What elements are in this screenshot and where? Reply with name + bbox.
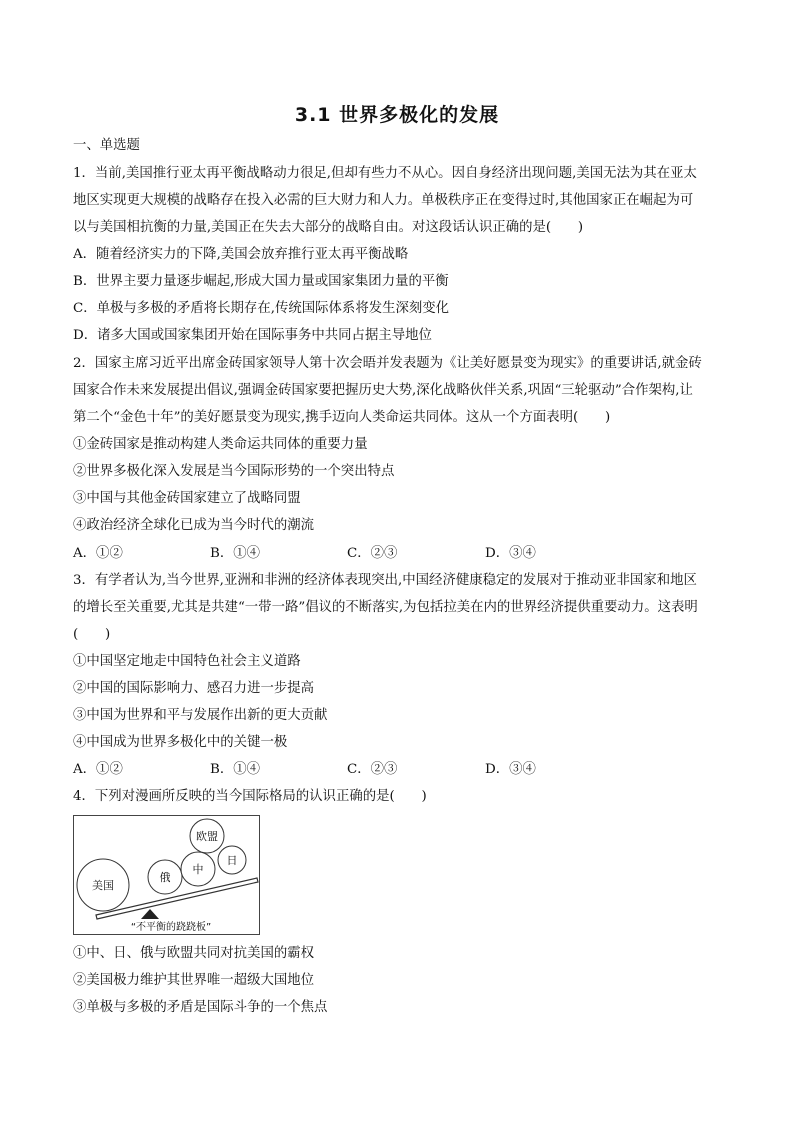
q2-statement-3: ③中国与其他金砖国家建立了战略同盟 [73,491,301,506]
eu-label: 欧盟 [196,830,218,843]
q2-choice-c: C．②③ [347,546,398,561]
q4-stem-line-1: 4．下列对漫画所反映的当今国际格局的认识正确的是( ) [73,789,427,804]
q2-stem-line-3: 第二个“金色十年”的美好愿景变为现实,携手迈向人类命运共同体。这从一个方面表明( ) [73,410,611,425]
q4-statement-3: ③单极与多极的矛盾是国际斗争的一个焦点 [73,1000,328,1015]
q2-choice-b: B．①④ [210,546,261,561]
q3-stem-line-2: 的增长至关重要,尤其是共建“一带一路”倡议的不断落实,为包括拉美在内的世界经济提供重要动力。这表明 [73,600,698,615]
q1-option-d: D．诸多大国或国家集团开始在国际事务中共同占据主导地位 [73,328,432,343]
russia-label: 俄 [159,871,171,884]
q1-option-c: C．单极与多极的矛盾将长期存在,传统国际体系将发生深刻变化 [73,301,450,316]
q2-stem-line-1: 2．国家主席习近平出席金砖国家领导人第十次会晤并发表题为《让美好愿景变为现实》的重要讲话,就金砖 [73,356,702,371]
q2-statement-1: ①金砖国家是推动构建人类命运共同体的重要力量 [73,437,368,452]
q2-statement-4: ④政治经济全球化已成为当今时代的潮流 [73,518,315,533]
q3-choice-d: D．③④ [485,762,536,777]
seesaw-cartoon [73,815,260,935]
q3-statement-2: ②中国的国际影响力、感召力进一步提高 [73,681,315,696]
seesaw-fulcrum [141,909,159,919]
page-title: 3.1 世界多极化的发展 [294,104,500,126]
q2-statement-2: ②世界多极化深入发展是当今国际形势的一个突出特点 [73,464,395,479]
q1-option-b: B．世界主要力量逐步崛起,形成大国力量或国家集团力量的平衡 [73,274,449,289]
q3-choice-a: A．①② [73,762,123,777]
q2-stem-line-2: 国家合作未来发展提出倡议,强调金砖国家要把握历史大势,深化战略伙伴关系,巩固“三轮驱动”合作架构,让 [73,383,693,398]
q3-stem-line-3: ( ) [73,627,111,642]
q4-statement-1: ①中、日、俄与欧盟共同对抗美国的霸权 [73,946,315,961]
q3-choice-c: C．②③ [347,762,398,777]
q1-stem-line-2: 地区实现更大规模的战略存在投入必需的巨大财力和人力。单极秩序正在变得过时,其他国家正在崛起为可 [73,193,694,208]
q2-choice-d: D．③④ [485,546,536,561]
cartoon-caption: “不平衡的跷跷板” [130,922,212,933]
japan-label: 日 [226,854,238,867]
q3-statement-4: ④中国成为世界多极化中的关键一极 [73,735,288,750]
q3-stem-line-1: 3．有学者认为,当今世界,亚洲和非洲的经济体表现突出,中国经济健康稳定的发展对于推动亚非国家和地区 [73,573,697,588]
section-heading: 一、单选题 [73,138,140,153]
q1-stem-line-1: 1．当前,美国推行亚太再平衡战略动力很足,但却有些力不从心。因自身经济出现问题,美国无法为其在亚太 [73,166,697,181]
q1-option-a: A．随着经济实力的下降,美国会放弃推行亚太再平衡战略 [73,247,409,262]
q3-choice-b: B．①④ [210,762,261,777]
q2-choice-a: A．①② [73,546,123,561]
q3-statement-3: ③中国为世界和平与发展作出新的更大贡献 [73,708,328,723]
china-label: 中 [192,863,204,876]
q4-statement-2: ②美国极力维护其世界唯一超级大国地位 [73,973,315,988]
usa-label: 美国 [92,879,114,892]
q1-stem-line-3: 以与美国相抗衡的力量,美国正在失去大部分的战略自由。对这段话认识正确的是( ) [73,220,584,235]
q3-statement-1: ①中国坚定地走中国特色社会主义道路 [73,654,301,669]
